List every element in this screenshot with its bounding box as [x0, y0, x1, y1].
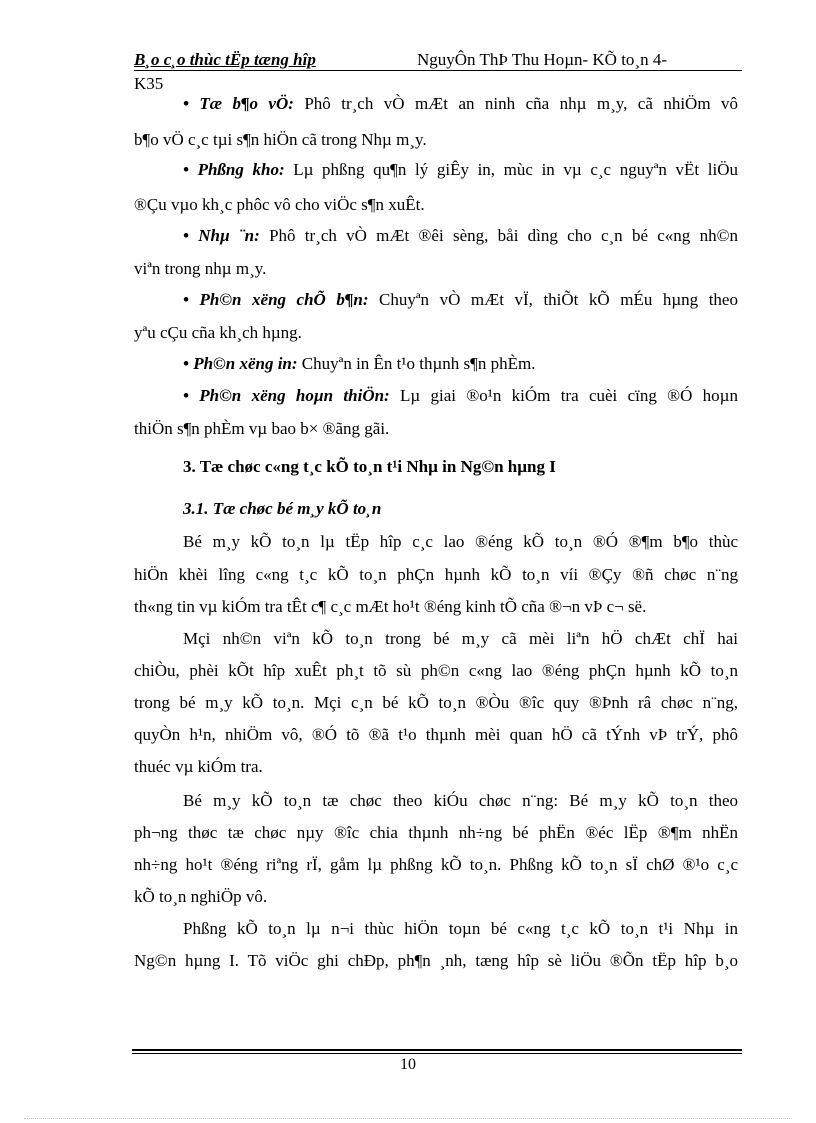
body-line: th«ng tin vµ kiÓm tra tÊt c¶ c¸c mÆt ho¹t ®éng kinh tÕ cña ®¬n vÞ c¬ së. [134, 597, 647, 616]
section-heading: 3. Tæ chøc c«ng t¸c kÕ to¸n t¹i Nhµ in Ng©n hµng I [183, 457, 556, 476]
footer-rule [132, 1049, 742, 1051]
page-boundary [24, 1118, 792, 1119]
body-line: kÕ to¸n nghiÖp vô. [134, 887, 268, 906]
body-line: thiÖn s¶n phÈm vµ bao b× ®ãng gãi. [134, 419, 390, 438]
body-line: trong bé m¸y kÕ to¸n. Mçi c¸n bé kÕ to¸n ®Òu ®îc quy ®Þnh râ chøc n¨ng, [134, 693, 738, 712]
body-line: ®Çu vµo kh¸c phôc vô cho viÖc s¶n xuÊt. [134, 195, 425, 214]
body-line: quyÒn h¹n, nhiÖm vô, ®Ó tõ ®ã t¹o thµnh mèi quan hÖ cã tÝnh vÞ trÝ, phô [134, 725, 738, 744]
body-line: chiÒu, phèi kÕt hîp xuÊt ph¸t tõ sù ph©n c«ng lao ®éng phÇn hµnh kÕ to¸n [134, 661, 738, 680]
body-line: Mçi nh©n viªn kÕ to¸n trong bé m¸y cã mèi liªn hÖ chÆt chÏ hai [183, 629, 738, 648]
body-line: Bé m¸y kÕ to¸n lµ tËp hîp c¸c lao ®éng kÕ to¸n ®Ó ®¶m b¶o thùc [183, 532, 738, 551]
subsection-heading: 3.1. Tæ chøc bé m¸y kÕ to¸n [183, 499, 382, 518]
body-line: thuéc vµ kiÓm tra. [134, 757, 263, 776]
header-author-continued: K35 [134, 74, 164, 93]
body-line: nh÷ng ho¹t ®éng riªng rÏ, gåm lµ phßng kÕ to¸n. Phßng kÕ to¸n sÏ chØ ®¹o c¸c [134, 855, 738, 874]
body-line: yªu cÇu cña kh¸ch hµng. [134, 323, 302, 342]
bullet-canteen: • Nhµ ¨n: Phô tr¸ch vÒ mÆt ®êi sèng, båi dìng cho c¸n bé c«ng nh©n [183, 226, 738, 245]
bullet-prepress-workshop: • Ph©n xëng chÕ b¶n: Chuyªn vÒ mÆt vÏ, thiÕt kÕ mÉu hµng theo [183, 290, 738, 309]
running-header [134, 50, 742, 72]
body-line: Ng©n hµng I. Tõ viÖc ghi chÐp, ph¶n ¸nh, tæng hîp sè liÖu ®Õn tËp hîp b¸o [134, 951, 738, 970]
page-number: 10 [400, 1056, 416, 1073]
bullet-security-team: • Tæ b¶o vÖ: Phô tr¸ch vÒ mÆt an ninh cña nhµ m¸y, cã nhiÖm vô [183, 94, 738, 113]
bullet-finishing-workshop: • Ph©n xëng hoµn thiÖn: Lµ giai ®o¹n kiÓm tra cuèi cïng ®Ó hoµn [183, 386, 738, 405]
body-line: hiÖn khèi lîng c«ng t¸c kÕ to¸n phÇn hµnh kÕ to¸n víi ®Çy ®ñ chøc n¨ng [134, 565, 738, 584]
bullet-print-workshop: • Ph©n xëng in: Chuyªn in Ên t¹o thµnh s¶n phÈm. [183, 354, 536, 373]
body-line: Phßng kÕ to¸n lµ n¬i thùc hiÖn toµn bé c«ng t¸c kÕ to¸n t¹i Nhµ in [183, 919, 738, 938]
header-report-title: B¸o c¸o thùc tËp tæng hîp [134, 50, 316, 69]
body-line: b¶o vÖ c¸c tµi s¶n hiÖn cã trong Nhµ m¸y. [134, 130, 427, 149]
body-line: Bé m¸y kÕ to¸n tæ chøc theo kiÓu chøc n¨ng: Bé m¸y kÕ to¸n theo [183, 791, 738, 810]
bullet-warehouse: • Phßng kho: Lµ phßng qu¶n lý giÊy in, mùc in vµ c¸c nguyªn vËt liÖu [183, 160, 738, 179]
body-line: viªn trong nhµ m¸y. [134, 259, 267, 278]
body-line: ph¬ng thøc tæ chøc nµy ®îc chia thµnh nh÷ng bé phËn ®éc lËp ®¶m nhËn [134, 823, 738, 842]
footer-rule-thin [132, 1053, 742, 1054]
header-rule [134, 70, 742, 71]
header-author: NguyÔn ThÞ Thu Hoµn- KÕ to¸n 4- [417, 50, 667, 69]
